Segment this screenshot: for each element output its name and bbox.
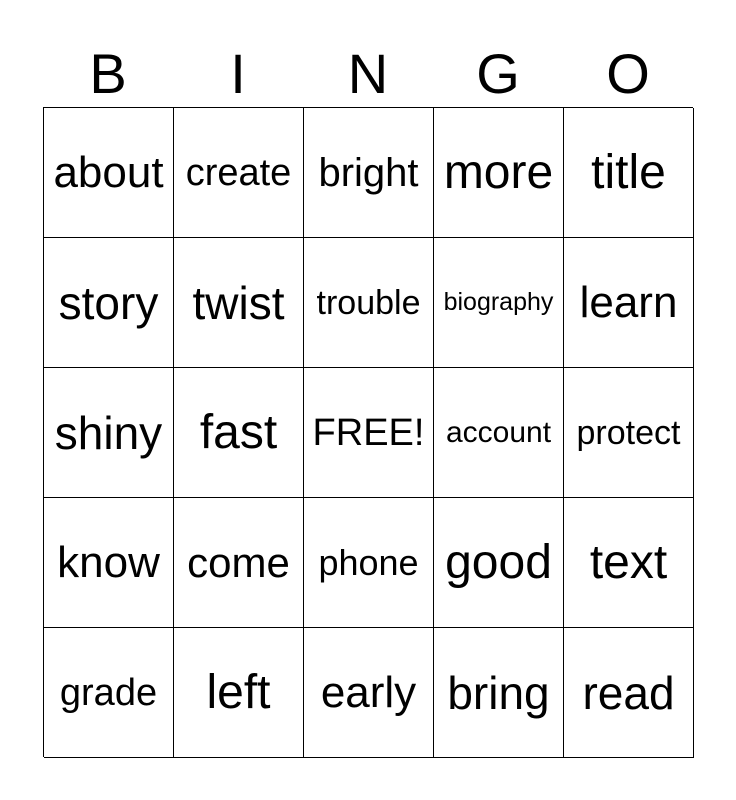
header-letter-n: N: [347, 42, 389, 105]
bingo-cell: read: [564, 628, 694, 758]
header-letter-o: O: [606, 42, 650, 105]
bingo-cell: create: [174, 108, 304, 238]
bingo-cell: biography: [434, 238, 564, 368]
bingo-cell: know: [44, 498, 174, 628]
bingo-header: [43, 40, 693, 108]
bingo-board: [43, 107, 693, 757]
bingo-cell: good: [434, 498, 564, 628]
bingo-cell: protect: [564, 368, 694, 498]
bingo-cell: fast: [174, 368, 304, 498]
bingo-cell: title: [564, 108, 694, 238]
free-space: FREE!: [304, 368, 434, 498]
header-letter-b: B: [89, 42, 127, 105]
bingo-cell: account: [434, 368, 564, 498]
bingo-cell: shiny: [44, 368, 174, 498]
bingo-cell: learn: [564, 238, 694, 368]
bingo-cell: come: [174, 498, 304, 628]
header-letter-g: G: [476, 42, 520, 105]
bingo-cell: grade: [44, 628, 174, 758]
header-letter-i: I: [230, 42, 246, 105]
bingo-cell: about: [44, 108, 174, 238]
bingo-cell: more: [434, 108, 564, 238]
bingo-cell: bright: [304, 108, 434, 238]
bingo-cell: bring: [434, 628, 564, 758]
bingo-cell: trouble: [304, 238, 434, 368]
bingo-cell: story: [44, 238, 174, 368]
bingo-cell: early: [304, 628, 434, 758]
bingo-cell: twist: [174, 238, 304, 368]
bingo-cell: phone: [304, 498, 434, 628]
bingo-cell: text: [564, 498, 694, 628]
bingo-cell: left: [174, 628, 304, 758]
